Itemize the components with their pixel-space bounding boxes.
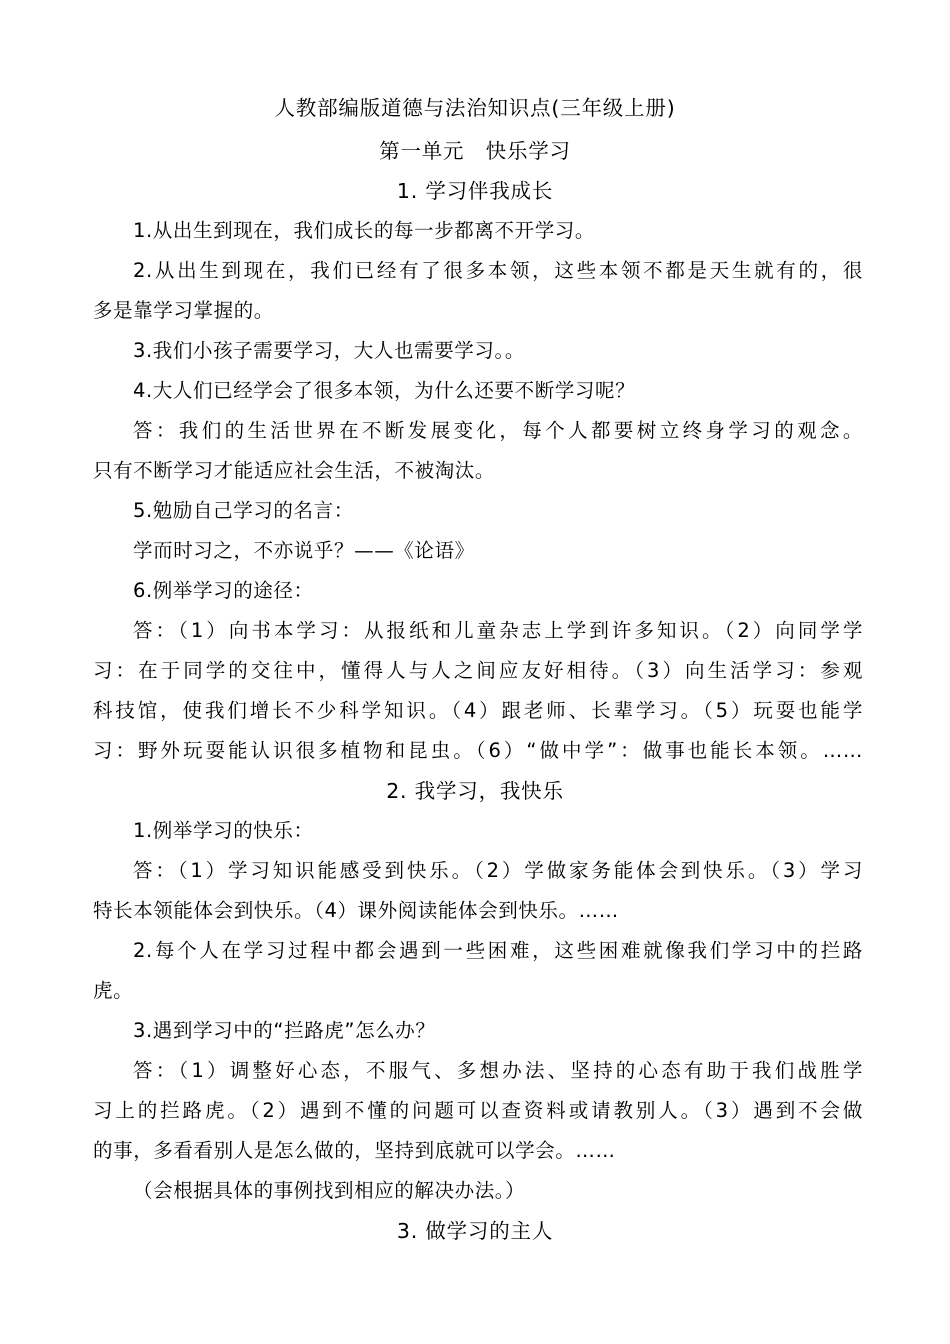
paragraph-line: 1.从出生到现在，我们成长的每一步都离不开学习。: [133, 219, 596, 242]
lesson-3-heading: 3. 做学习的主人: [396, 1219, 554, 1243]
paragraph-line: 特长本领能体会到快乐。（4）课外阅读能体会到快乐。……: [93, 899, 619, 922]
paragraph-line: 5.勉励自己学习的名言：: [133, 499, 354, 522]
paragraph-line: 1.例举学习的快乐：: [133, 819, 314, 842]
paragraph-line: 2.每个人在学习过程中都会遇到一些困难，这些困难就像我们学习中的拦路: [133, 939, 863, 962]
paragraph-line: 6.例举学习的途径：: [133, 579, 314, 602]
paragraph-line: 答：（1）调整好心态，不服气、多想办法、坚持的心态有助于我们战胜学: [133, 1059, 863, 1082]
paragraph-line: 科技馆，使我们增长不少科学知识。（4）跟老师、长辈学习。（5）玩耍也能学: [93, 699, 863, 722]
quote-line: 学而时习之，不亦说乎？——《论语》: [133, 539, 475, 562]
paragraph-line: 多是靠学习掌握的。: [93, 299, 274, 322]
document-title: 人教部编版道德与法治知识点(三年级上册): [274, 96, 676, 120]
paragraph-line: 习：在于同学的交往中，懂得人与人之间应友好相待。（3）向生活学习：参观: [93, 659, 863, 682]
paragraph-line: 的事，多看看别人是怎么做的，坚持到底就可以学会。……: [93, 1139, 616, 1162]
paragraph-line: 答：我们的生活世界在不断发展变化，每个人都要树立终身学习的观念。: [133, 419, 863, 442]
paragraph-line: 只有不断学习才能适应社会生活，不被淘汰。: [93, 459, 496, 482]
paragraph-line: 3.遇到学习中的“拦路虎”怎么办？: [133, 1019, 436, 1042]
note-line: （会根据具体的事例找到相应的解决办法。）: [133, 1179, 526, 1202]
lesson-1-heading: 1. 学习伴我成长: [396, 179, 554, 203]
paragraph-line: 2.从出生到现在，我们已经有了很多本领，这些本领不都是天生就有的，很: [133, 259, 863, 282]
paragraph-line: 习上的拦路虎。（2）遇到不懂的问题可以查资料或请教别人。（3）遇到不会做: [93, 1099, 863, 1122]
paragraph-line: 3.我们小孩子需要学习，大人也需要学习。。: [133, 339, 525, 362]
unit-heading: 第一单元 快乐学习: [379, 139, 571, 163]
paragraph-line: 答：（1）学习知识能感受到快乐。（2）学做家务能体会到快乐。（3）学习: [133, 859, 863, 882]
paragraph-line: 习：野外玩耍能认识很多植物和昆虫。（6）“做中学”：做事也能长本领。……: [93, 739, 863, 762]
lesson-2-heading: 2. 我学习，我快乐: [386, 779, 564, 803]
paragraph-line: 虎。: [93, 979, 134, 1002]
paragraph-line: 答：（1）向书本学习：从报纸和儿童杂志上学到许多知识。（2）向同学学: [133, 619, 863, 642]
paragraph-line: 4.大人们已经学会了很多本领，为什么还要不断学习呢？: [133, 379, 636, 402]
